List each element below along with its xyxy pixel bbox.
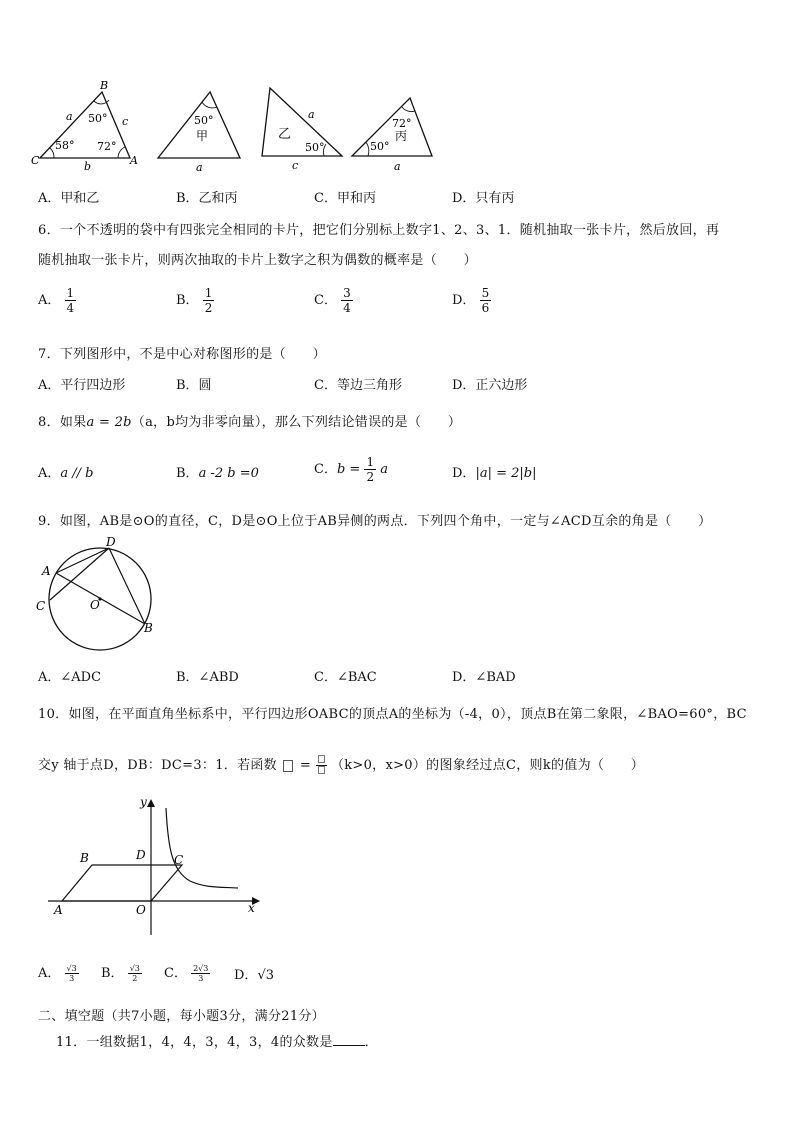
angle-jia: 50° [194,114,214,127]
q6-stem-line1: 6．一个不透明的袋中有四张完全相同的卡片，把它们分别标上数字1、2、3、1．随机抽取一张卡片，然后放回，再 [38,223,720,238]
q10-function-glyph [283,760,293,772]
angle-bing-top: 72° [392,117,412,130]
angle-yi: 50° [305,141,325,154]
label-x: x [248,901,255,915]
q7-option-b: B．圆 [176,378,212,393]
name-yi: 乙 [278,127,292,142]
q7-option-d: D．正六边形 [452,378,528,393]
q5-option-c: C．甲和丙 [314,191,376,206]
label-C: C [36,599,46,613]
label-O: O [90,598,100,612]
q8-option-d: D．|a| = 2|b| [452,466,537,481]
q8-vector-equation: a = 2b [86,415,132,430]
q9-option-b: B．∠ABD [176,670,239,685]
name-jia: 甲 [196,129,209,143]
q11-answer-blank[interactable] [333,1035,365,1046]
q11-stem: 11．一组数据1，4，4，3，4，3，4的众数是 ． [56,1035,378,1050]
triangle-yi [262,88,342,156]
q5-option-d: D．只有丙 [452,191,515,206]
label-B: B [144,621,153,635]
side-a: a [66,110,73,123]
label-D: D [106,535,116,549]
q6-stem-line2: 随机抽取一张卡片，则两次抽取的卡片上数字之积为偶数的概率是（ ） [38,253,477,268]
q5-option-b: B．乙和丙 [176,191,238,206]
q5-option-a: A．甲和乙 [38,191,100,206]
parallelogram-oabc [62,865,182,901]
angle-top: 50° [88,112,108,125]
q6-option-d: D． $\frac{5}{6}$ [452,286,490,315]
label-B: B [100,79,109,92]
q9-option-d: D．∠BAD [452,670,516,685]
q7-stem: 7．下列图形中，不是中心对称图形的是（ ） [38,347,326,362]
q6-option-b: B． $\frac{1}{2}$ [176,286,213,315]
q8-option-a: A．a // b [38,466,94,481]
label-A: A [130,154,138,167]
q9-circle-figure [30,532,160,652]
q10-option-b: B． $\frac{√3}{2}$ [101,964,140,983]
label-B: B [80,851,89,865]
q10-option-a: A． $\frac{√3}{3}$ [38,964,77,983]
q10-stem-line1: 10．如图，在平面直角坐标系中，平行四边形OABC的顶点A的坐标为（-4，0），顶点B在第二象限，∠BAO=60°，BC [38,707,747,722]
q5-figures [30,78,450,173]
q7-option-c: C．等边三角形 [314,378,402,393]
hyperbola [166,808,238,888]
side-yi-c: c [292,159,299,172]
side-b: b [84,160,92,173]
label-C: C [174,853,184,867]
q9-option-c: C．∠BAC [314,670,377,685]
q10-coordinate-figure [40,793,265,943]
side-jia: a [196,161,203,173]
label-O: O [136,903,146,917]
q10-option-c: C． $\frac{2√3}{3}$ [164,964,209,983]
q6-option-a: A． $\frac{1}{4}$ [38,286,75,315]
triangle-abc [40,92,130,158]
label-A: A [54,903,63,917]
q8-option-b: B．a -2 b =0 [176,466,259,481]
label-D: D [136,848,146,862]
q10-option-d: D．√3 [234,968,274,983]
q9-option-a: A．∠ADC [38,670,102,685]
side-c: c [122,115,129,128]
angle-bing-left: 50° [370,140,390,153]
label-y: y [140,795,147,809]
angle-left: 58° [55,139,75,152]
q8-stem: 8．如果a = 2b（a，b均为非零向量），那么下列结论错误的是（ ） [38,415,462,430]
side-yi-a: a [308,108,315,121]
q7-option-a: A．平行四边形 [38,378,126,393]
q8-option-c: C．b = $\frac{1}{2}$ a [314,455,388,484]
q9-stem: 9．如图，AB是⊙O的直径，C，D是⊙O上位于AB异侧的两点．下列四个角中，一定与∠ACD互余的角是（ ） [38,514,712,529]
side-bing: a [394,160,401,173]
name-bing: 丙 [395,129,408,143]
q10-stem-line2: 交y 轴于点D，DB：DC=3：1．若函数 = （k>0，x>0）的图象经过点C，则k的值为（ ） [38,754,644,776]
angle-right: 72° [97,140,117,153]
q6-option-c: C． $\frac{3}{4}$ [314,286,351,315]
label-A: A [42,564,51,578]
section-heading: 二、填空题（共7小题，每小题3分，满分21分） [38,1009,325,1024]
label-C: C [31,154,40,167]
